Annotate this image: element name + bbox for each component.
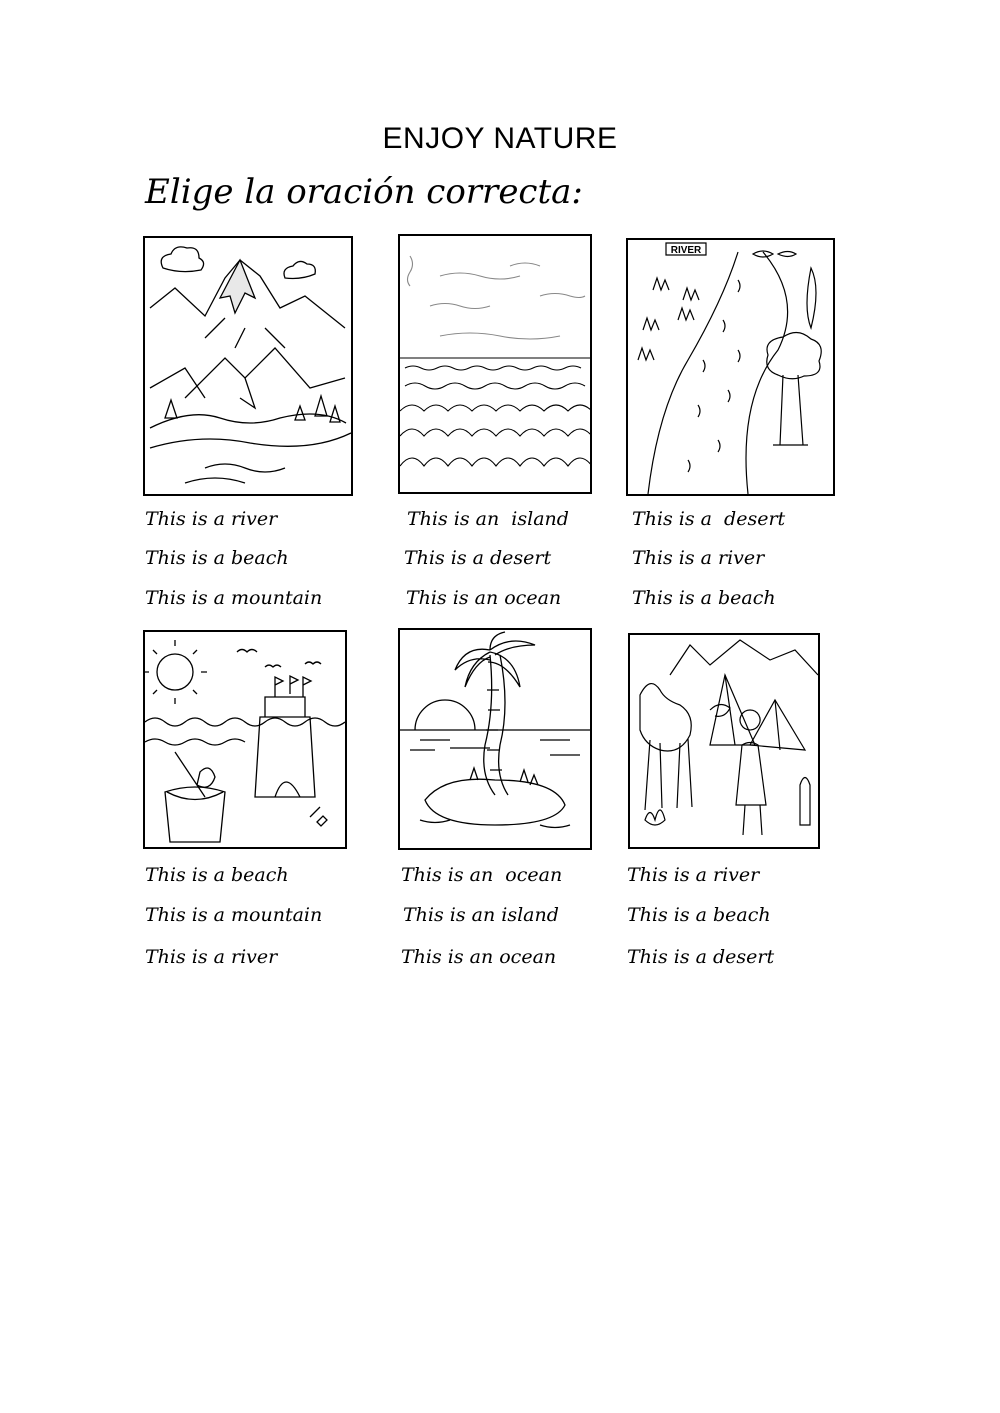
river-picture [626, 238, 835, 496]
ocean-picture [398, 234, 592, 494]
island-picture [398, 628, 592, 850]
answer-option[interactable]: This is an island [403, 904, 559, 926]
answer-option[interactable]: This is a river [145, 946, 278, 968]
answer-option[interactable]: This is a beach [627, 904, 771, 926]
desert-picture [628, 633, 820, 849]
answer-option[interactable]: This is a mountain [145, 587, 323, 609]
answer-option[interactable]: This is a river [627, 864, 760, 886]
instruction-text: Elige la oración correcta: [145, 172, 583, 212]
answer-option[interactable]: This is a desert [632, 508, 786, 530]
answer-option[interactable]: This is a desert [404, 547, 552, 569]
answer-option[interactable]: This is an ocean [406, 587, 562, 609]
answer-option[interactable]: This is a beach [145, 547, 289, 569]
answer-option[interactable]: This is a desert [627, 946, 775, 968]
answer-option[interactable]: This is a mountain [145, 904, 323, 926]
answer-option[interactable]: This is an ocean [401, 946, 557, 968]
answer-option[interactable]: This is a river [632, 547, 765, 569]
mountain-picture [143, 236, 353, 496]
worksheet-title: ENJOY NATURE [382, 122, 618, 155]
answer-option[interactable]: This is a river [145, 508, 278, 530]
river-sign-text: RIVER [670, 245, 702, 256]
beach-picture [143, 630, 347, 849]
answer-option[interactable]: This is a beach [632, 587, 776, 609]
answer-option[interactable]: This is a beach [145, 864, 289, 886]
answer-option[interactable]: This is an ocean [401, 864, 563, 886]
answer-option[interactable]: This is an island [407, 508, 569, 530]
